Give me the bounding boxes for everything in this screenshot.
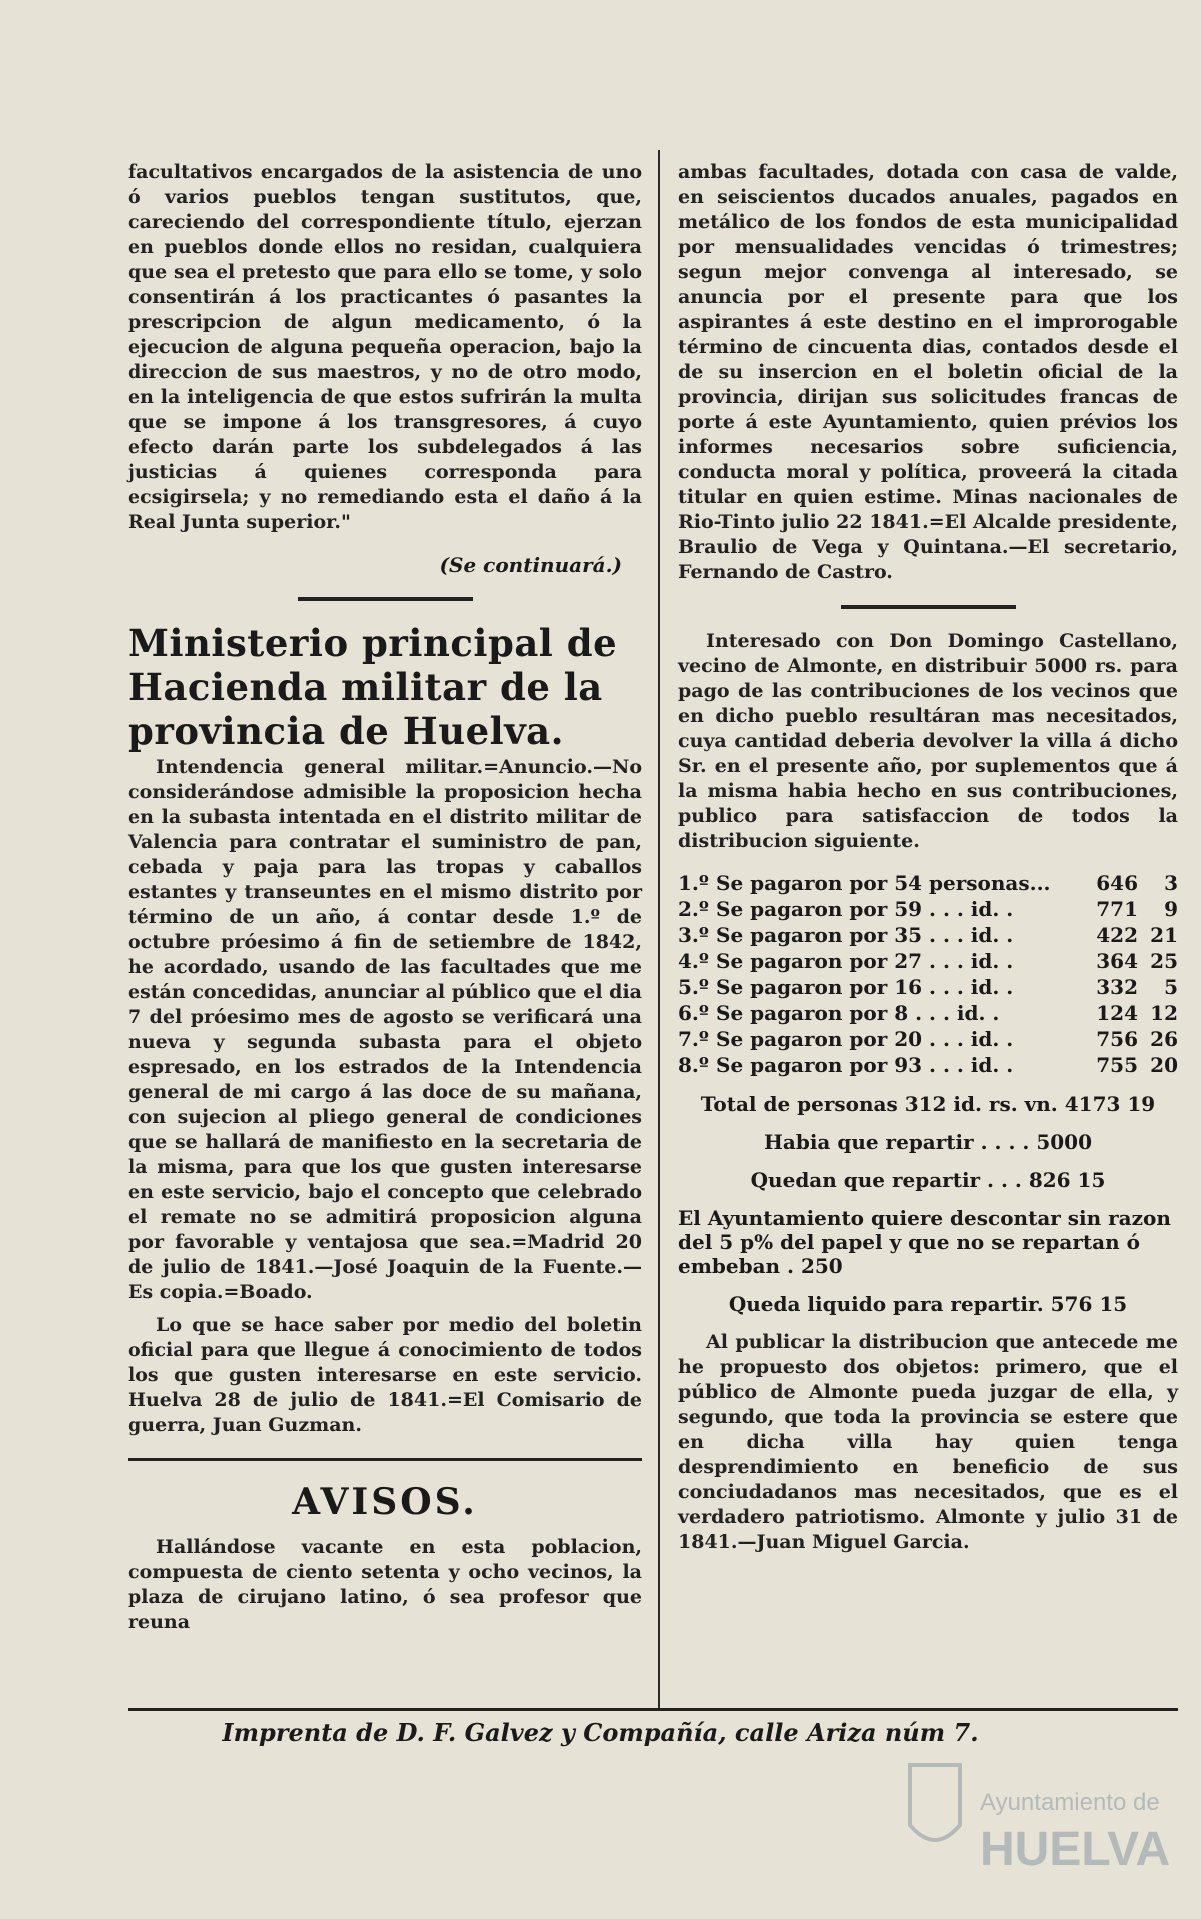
distribution-cell-a: 124 — [1096, 1001, 1138, 1025]
distribution-cell-a: 771 — [1096, 897, 1138, 921]
distribution-cell-b: 21 — [1150, 923, 1178, 947]
distribution-cell-a: 364 — [1096, 949, 1138, 973]
distribution-table — [678, 870, 1178, 1078]
distribution-row — [678, 1026, 1178, 1052]
distribution-cell-a: 646 — [1096, 871, 1138, 895]
distribution-cell-b: 9 — [1164, 897, 1178, 921]
section-heading: Ministerio principal de Hacienda militar de la provincia de Huelva. — [128, 621, 618, 753]
distribution-cell-b: 25 — [1150, 949, 1178, 973]
distribution-cell-text: Se pagaron por 8 . . . id. . — [716, 1001, 1000, 1025]
distribution-cell-ord: 3.º — [678, 923, 709, 947]
distribution-cell-b: 3 — [1164, 871, 1178, 895]
distribution-cell-text: Se pagaron por 20 . . . id. . — [716, 1027, 1014, 1051]
left-paragraph-2: Intendencia general militar.=Anuncio.—No considerándose admisible la proposicion hecha en la subasta intentada en el distrito militar de Valencia para contratar el suministro de pan, cebada y paja para las tropas y caballos estantes y transeuntes en el mismo distrito por término de un año, á contar desde 1.º de octubre próesimo á fin de setiembre de 1842, he acordado, usando de las facultades que me están concedidas, anunciar al público que el dia 7 del próesimo mes de agosto se verificará una nueva y segunda subasta para el objeto espresado, en los estrados de la Intendencia general de mi cargo á las doce de su mañana, con sujecion al pliego general de condiciones que se hallará de manifiesto en la secretaria de la misma, para que los que gusten interesarse en este servicio, bajo el concepto que celebrado el remate no se admitirá proposicion alguna por favorable y ventajosa que sea.=Madrid 20 de julio de 1841.—José Joaquin de la Fuente.—Es copia.=Boado. — [128, 756, 642, 1303]
liquido-line: Queda liquido para repartir. 576 15 — [728, 1292, 1128, 1316]
left-paragraph-1: facultativos encargados de la asistencia de uno ó varios pueblos tengan sustitutos, que, careciendo del correspondiente título, ejerzan en pueblos donde ellos no residan, cualquiera que sea el pretesto que para ello se tome, y solo consentirán á los practicantes ó pasantes la prescripcion de algun medicamento, ó la ejecucion de alguna pequeña operacion, bajo la direccion de sus maestros, y no de otro modo, en la inteligencia de que estos sufrirán la multa que se impone á los transgresores, á cuyo efecto darán parte los subdelegados á las justicias á quienes corresponda para ecsigirsela; y no remediando esta el daño á la Real Junta superior." — [128, 161, 642, 533]
distribution-cell-ord: 8.º — [678, 1053, 709, 1077]
avisos-divider — [128, 1458, 642, 1461]
distribution-cell-ord: 6.º — [678, 1001, 709, 1025]
left-column — [128, 160, 642, 1643]
notice-divider — [841, 605, 1016, 609]
left-paragraph-4: Hallándose vacante en esta poblacion, compuesta de ciento setenta y ocho vecinos, la plaza de cirujano latino, ó sea profesor que reuna — [128, 1536, 642, 1633]
left-paragraph-3: Lo que se hace saber por medio del boletin oficial para que llegue á conocimiento de todos los que gusten interesarse en este servicio. Huelva 28 de julio de 1841.=El Comisario de guerra, Juan Guzman. — [128, 1314, 642, 1436]
distribution-cell-b: 26 — [1150, 1027, 1178, 1051]
distribution-cell-b: 20 — [1150, 1053, 1178, 1077]
distribution-row — [678, 870, 1178, 896]
distribution-cell-text: Se pagaron por 35 . . . id. . — [716, 923, 1014, 947]
crest-icon — [910, 1765, 960, 1840]
distribution-cell-text: Se pagaron por 93 . . . id. . — [716, 1053, 1014, 1077]
distribution-cell-b: 5 — [1164, 975, 1178, 999]
printer-imprint: Imprenta de D. F. Galvez y Compañía, calle Ariza núm 7. — [222, 1718, 979, 1747]
watermark-line-2: HUELVA — [980, 1823, 1171, 1876]
distribution-row — [678, 1052, 1178, 1078]
avisos-heading: AVISOS. — [292, 1481, 478, 1523]
continued-note: (Se continuará.) — [439, 553, 622, 577]
section-divider — [298, 597, 473, 601]
distribution-cell-ord: 4.º — [678, 949, 709, 973]
ayuntamiento-line: El Ayuntamiento quiere descontar sin razon del 5 p% del papel y que no se repartan ó embeban . 250 — [678, 1206, 1171, 1278]
distribution-cell-text: Se pagaron por 27 . . . id. . — [716, 949, 1014, 973]
ayuntamiento-watermark — [890, 1745, 1190, 1915]
quedan-line: Quedan que repartir . . . 826 15 — [750, 1168, 1106, 1192]
distribution-row — [678, 948, 1178, 974]
distribution-cell-ord: 7.º — [678, 1027, 709, 1051]
right-column — [678, 160, 1178, 1563]
distribution-cell-ord: 2.º — [678, 897, 709, 921]
distribution-cell-a: 422 — [1096, 923, 1138, 947]
footer-rule — [128, 1708, 1178, 1711]
distribution-cell-text: Se pagaron por 54 personas... — [716, 871, 1051, 895]
distribution-cell-a: 756 — [1096, 1027, 1138, 1051]
distribution-cell-a: 755 — [1096, 1053, 1138, 1077]
right-paragraph-3: Al publicar la distribucion que antecede me he propuesto dos objetos: primero, que el público de Almonte pueda juzgar de ella, y segundo, que toda la provincia se estere que en dicha villa hay quien tenga desprendimiento en beneficio de sus conciudadanos mas necesitados, que es el verdadero patriotismo. Almonte y julio 31 de 1841.—Juan Miguel Garcia. — [678, 1331, 1178, 1553]
distribution-cell-text: Se pagaron por 16 . . . id. . — [716, 975, 1014, 999]
habia-line: Habia que repartir . . . . 5000 — [763, 1130, 1093, 1154]
distribution-row — [678, 922, 1178, 948]
distribution-row — [678, 974, 1178, 1000]
distribution-cell-ord: 5.º — [678, 975, 709, 999]
distribution-cell-text: Se pagaron por 59 . . . id. . — [716, 897, 1014, 921]
right-paragraph-2: Interesado con Don Domingo Castellano, vecino de Almonte, en distribuir 5000 rs. para pago de las contribuciones de los vecinos que en dicho pueblo resultáran mas necesitados, cuya cantidad deberia devolver la villa á dicho Sr. en el presente año, por suplementos que á la misma habia hecho en sus contribuciones, publico para satisfaccion de todos la distribucion siguiente. — [678, 630, 1178, 852]
watermark-line-1: Ayuntamiento de — [980, 1789, 1160, 1816]
right-paragraph-1: ambas facultades, dotada con casa de valde, en seiscientos ducados anuales, pagados en metálico de los fondos de esta municipalidad por mensualidades vencidas ó trimestres; segun mejor convenga al interesado, se anuncia por el presente para que los aspirantes á este destino en el improrogable término de cincuenta dias, contados desde el de su insercion en el boletin oficial de la provincia, dirijan sus solicitudes francas de porte á este Ayuntamiento, quien prévios los informes necesarios sobre suficiencia, conducta moral y política, proveerá la citada titular en quien estime. Minas nacionales de Rio-Tinto julio 22 1841.=El Alcalde presidente, Braulio de Vega y Quintana.—El secretario, Fernando de Castro. — [678, 161, 1178, 583]
distribution-cell-ord: 1.º — [678, 871, 709, 895]
distribution-row — [678, 1000, 1178, 1026]
total-line: Total de personas 312 id. rs. vn. 4173 19 — [700, 1092, 1156, 1116]
column-divider — [658, 150, 660, 1710]
distribution-cell-a: 332 — [1096, 975, 1138, 999]
distribution-cell-b: 12 — [1150, 1001, 1178, 1025]
distribution-row — [678, 896, 1178, 922]
